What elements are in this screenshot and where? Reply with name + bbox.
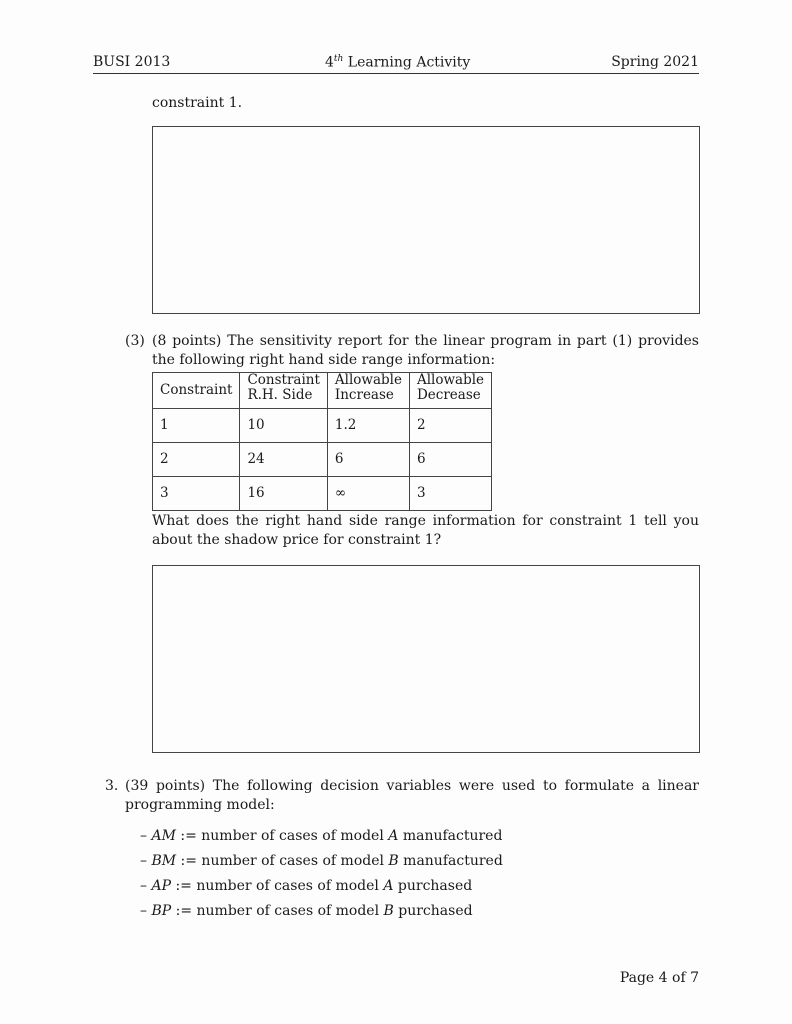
- table-cell: 10: [240, 409, 327, 443]
- table-row: [153, 443, 492, 477]
- table-cell: 2: [409, 409, 491, 443]
- table-cell: 16: [240, 477, 327, 511]
- header-rhs: Constraint R.H. Side: [240, 373, 327, 409]
- list-item: – AP := number of cases of model A purchased: [140, 878, 473, 894]
- course-code: BUSI 2013: [93, 54, 171, 70]
- list-item: – BM := number of cases of model B manufactured: [140, 853, 503, 869]
- table-cell: 3: [409, 477, 491, 511]
- activity-number: 4: [325, 54, 334, 71]
- part-3-text: (8 points) The sensitivity report for the linear program in part (1) provides the following right hand side range information:: [152, 333, 699, 368]
- activity-label: Learning Activity: [343, 54, 471, 71]
- table-cell: 1: [153, 409, 240, 443]
- list-item: – AM := number of cases of model A manufactured: [140, 828, 503, 844]
- table-cell: 6: [327, 443, 409, 477]
- activity-title: [325, 54, 470, 71]
- answer-box-2[interactable]: [152, 565, 700, 753]
- table-header-row: [153, 373, 492, 409]
- table-cell: 6: [409, 443, 491, 477]
- table-cell: 3: [153, 477, 240, 511]
- header-constraint: Constraint: [153, 373, 240, 409]
- header-divider: [93, 73, 699, 74]
- continuation-text: constraint 1.: [152, 95, 243, 111]
- header-allowable-increase: Allowable Increase: [327, 373, 409, 409]
- part-number: (3): [125, 333, 145, 349]
- list-item: – BP := number of cases of model B purchased: [140, 903, 473, 919]
- problem-3-text: (39 points) The following decision variables were used to formulate a linear programming model:: [125, 778, 699, 813]
- table-cell: ∞: [327, 477, 409, 511]
- part-3-question: What does the right hand side range information for constraint 1 tell you about the shadow price for constraint 1?: [152, 513, 699, 548]
- table-row: [153, 409, 492, 443]
- activity-ordinal: th: [333, 54, 344, 64]
- rhs-range-table: [152, 372, 492, 511]
- table-cell: 24: [240, 443, 327, 477]
- problem-number: 3.: [105, 778, 119, 794]
- table-cell: 1.2: [327, 409, 409, 443]
- term: Spring 2021: [611, 54, 699, 70]
- table-row: [153, 477, 492, 511]
- header-allowable-decrease: Allowable Decrease: [409, 373, 491, 409]
- answer-box-1[interactable]: [152, 126, 700, 314]
- page-number: Page 4 of 7: [619, 970, 699, 986]
- table-cell: 2: [153, 443, 240, 477]
